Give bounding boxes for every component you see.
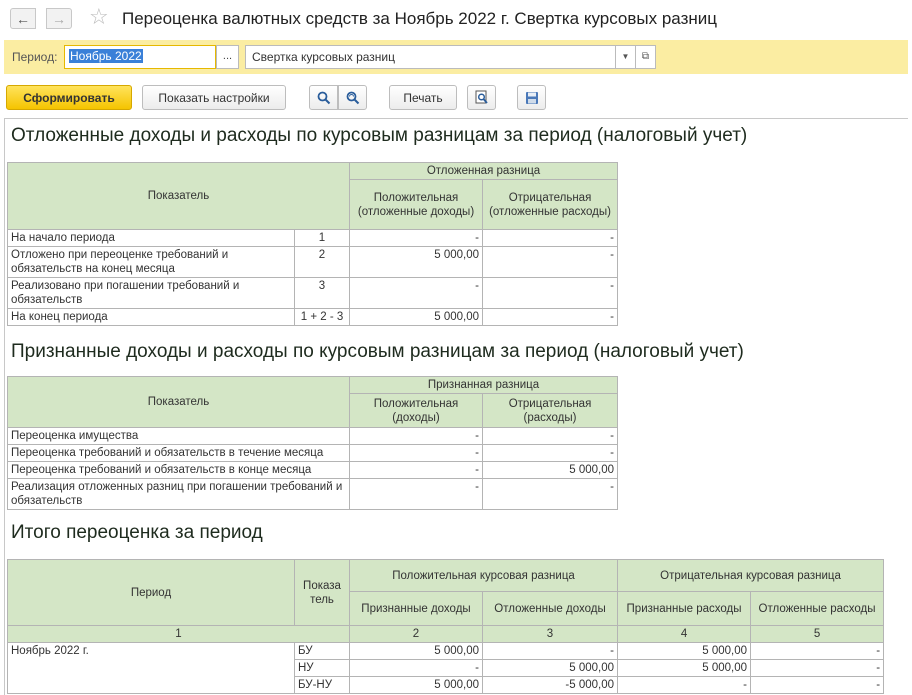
- row-positive: -: [350, 479, 483, 510]
- row-code: 1: [295, 230, 350, 247]
- header-indicator: Показатель: [8, 377, 350, 428]
- row-label: На конец периода: [8, 309, 295, 326]
- header-indicator: Показа тель: [295, 560, 350, 626]
- row-negative: -: [483, 278, 618, 309]
- header-positive-group: Положительная курсовая разница: [350, 560, 618, 592]
- row-positive: -: [350, 428, 483, 445]
- print-preview-icon[interactable]: [467, 85, 496, 110]
- search-refresh-icon[interactable]: [338, 85, 367, 110]
- section1-title: Отложенные доходы и расходы по курсовым разницам за период (налоговый учет): [11, 125, 748, 146]
- row-negative: -: [483, 309, 618, 326]
- header-deferred-expense: Отложенные расходы: [751, 592, 884, 626]
- period-label: Период:: [12, 50, 58, 64]
- section2-title: Признанные доходы и расходы по курсовым разницам за период (налоговый учет): [11, 341, 744, 362]
- table-row: [8, 230, 618, 247]
- dropdown-arrow-icon[interactable]: ▼: [616, 45, 636, 69]
- row-label: Переоценка требований и обязательств в конце месяца: [8, 462, 350, 479]
- header-positive: Положительная (доходы): [350, 394, 483, 428]
- header-period: Период: [8, 560, 295, 626]
- column-number-1: 1: [8, 626, 350, 643]
- period-cell: Ноябрь 2022 г.: [8, 643, 295, 694]
- favorite-star-icon[interactable]: ☆: [89, 4, 109, 29]
- row-negative: -: [483, 479, 618, 510]
- row-indicator: БУ-НУ: [295, 677, 350, 694]
- period-select-button[interactable]: ...: [216, 45, 239, 69]
- row-positive: -: [350, 445, 483, 462]
- row-recognized-expense: -: [618, 677, 751, 694]
- row-indicator: БУ: [295, 643, 350, 660]
- report-area: [4, 118, 908, 695]
- row-indicator: НУ: [295, 660, 350, 677]
- row-label: На начало периода: [8, 230, 295, 247]
- header-deferred-difference: Отложенная разница: [350, 163, 618, 180]
- forward-arrow-icon[interactable]: →: [46, 8, 72, 29]
- row-deferred-income: 5 000,00: [483, 660, 618, 677]
- row-label: Реализовано при погашении требований и обязательств: [8, 278, 295, 309]
- section3-title: Итого переоценка за период: [11, 522, 263, 543]
- row-positive: -: [350, 462, 483, 479]
- row-deferred-income: -5 000,00: [483, 677, 618, 694]
- search-icon[interactable]: [309, 85, 338, 110]
- title-bar: [0, 0, 912, 38]
- row-recognized-income: 5 000,00: [350, 643, 483, 660]
- total-revaluation-table: [7, 559, 884, 694]
- header-deferred-income: Отложенные доходы: [483, 592, 618, 626]
- period-bar: [4, 40, 908, 74]
- row-negative: -: [483, 230, 618, 247]
- table-row: [8, 309, 618, 326]
- row-positive: -: [350, 230, 483, 247]
- save-icon[interactable]: [517, 85, 546, 110]
- row-positive: 5 000,00: [350, 247, 483, 278]
- header-negative: Отрицательная (отложенные расходы): [483, 180, 618, 230]
- report-variant-field[interactable]: Свертка курсовых разниц: [245, 45, 616, 69]
- table-row: [8, 643, 884, 660]
- table-row: [8, 462, 618, 479]
- header-negative: Отрицательная (расходы): [483, 394, 618, 428]
- header-recognized-income: Признанные доходы: [350, 592, 483, 626]
- row-label: Переоценка требований и обязательств в течение месяца: [8, 445, 350, 462]
- open-form-icon[interactable]: ⧉: [636, 45, 656, 69]
- header-recognized-difference: Признанная разница: [350, 377, 618, 394]
- table-row: [8, 247, 618, 278]
- row-recognized-expense: 5 000,00: [618, 660, 751, 677]
- row-deferred-expense: -: [751, 643, 884, 660]
- column-number-5: 5: [751, 626, 884, 643]
- back-arrow-icon[interactable]: ←: [10, 8, 36, 29]
- generate-button[interactable]: Сформировать: [6, 85, 132, 110]
- row-label: Реализация отложенных разниц при погашении требований и обязательств: [8, 479, 350, 510]
- column-number-4: 4: [618, 626, 751, 643]
- header-positive: Положительная (отложенные доходы): [350, 180, 483, 230]
- row-deferred-expense: -: [751, 677, 884, 694]
- recognized-differences-table: [7, 376, 618, 510]
- period-input[interactable]: [64, 45, 216, 69]
- column-number-3: 3: [483, 626, 618, 643]
- row-recognized-income: 5 000,00: [350, 677, 483, 694]
- column-number-2: 2: [350, 626, 483, 643]
- period-value: Ноябрь 2022: [70, 49, 142, 63]
- row-negative: -: [483, 428, 618, 445]
- row-label: Переоценка имущества: [8, 428, 350, 445]
- table-row: [8, 278, 618, 309]
- row-label: Отложено при переоценке требований и обязательств на конец месяца: [8, 247, 295, 278]
- table-row: [8, 445, 618, 462]
- header-negative-group: Отрицательная курсовая разница: [618, 560, 884, 592]
- row-positive: -: [350, 278, 483, 309]
- header-recognized-expense: Признанные расходы: [618, 592, 751, 626]
- show-settings-button[interactable]: Показать настройки: [142, 85, 286, 110]
- row-negative: -: [483, 247, 618, 278]
- header-indicator: Показатель: [8, 163, 350, 230]
- row-positive: 5 000,00: [350, 309, 483, 326]
- row-negative: -: [483, 445, 618, 462]
- table-row: [8, 479, 618, 510]
- row-code: 1 + 2 - 3: [295, 309, 350, 326]
- row-negative: 5 000,00: [483, 462, 618, 479]
- deferred-differences-table: [7, 162, 618, 326]
- row-recognized-income: -: [350, 660, 483, 677]
- row-recognized-expense: 5 000,00: [618, 643, 751, 660]
- print-button[interactable]: Печать: [389, 85, 457, 110]
- table-row: [8, 428, 618, 445]
- row-deferred-income: -: [483, 643, 618, 660]
- row-code: 3: [295, 278, 350, 309]
- row-deferred-expense: -: [751, 660, 884, 677]
- row-code: 2: [295, 247, 350, 278]
- window-title: Переоценка валютных средств за Ноябрь 2022 г. Свертка курсовых разниц: [122, 9, 717, 28]
